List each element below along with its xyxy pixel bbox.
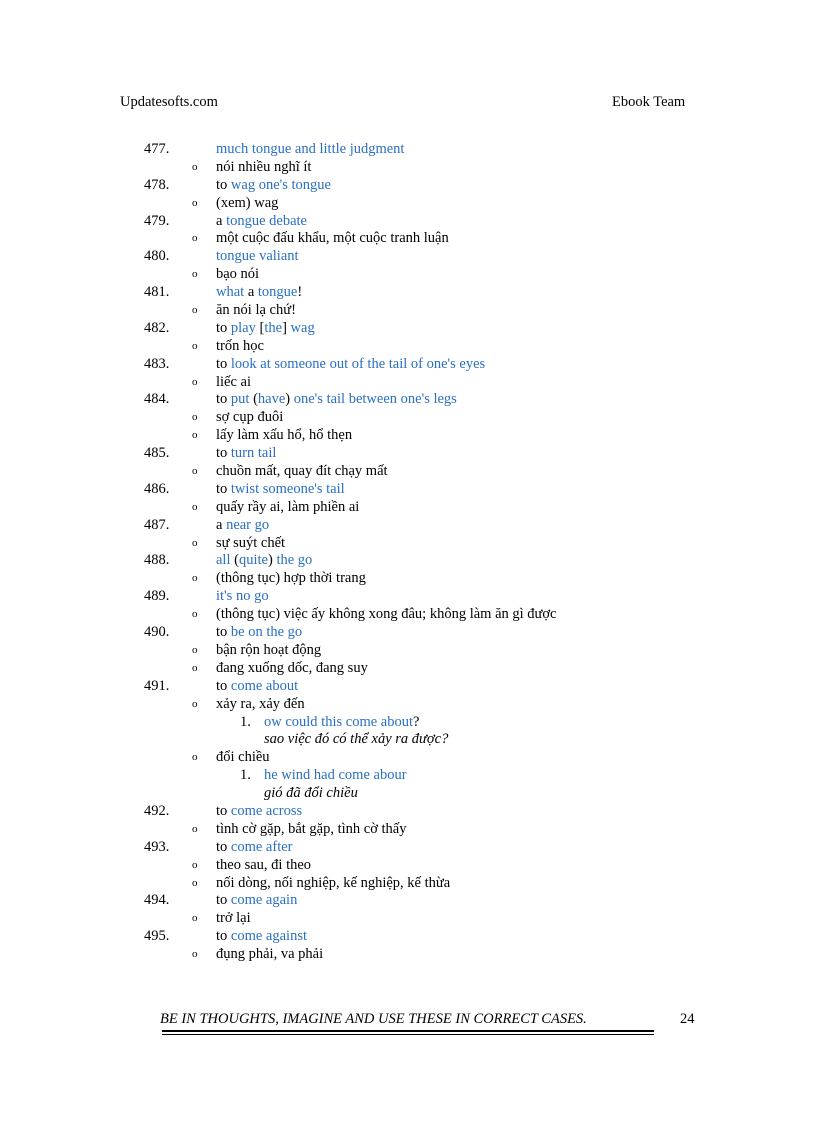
bullet-icon: o <box>192 912 198 925</box>
entry-number: 484. <box>144 391 170 408</box>
phrase-text: ( <box>249 391 258 408</box>
meaning-row <box>0 570 816 588</box>
phrase-link[interactable]: the <box>264 319 283 336</box>
phrase-link[interactable]: turn tail <box>230 445 277 462</box>
bullet-icon: o <box>192 661 198 674</box>
bullet-icon: o <box>192 858 198 871</box>
bullet-icon: o <box>192 304 198 317</box>
entry-row <box>0 517 816 535</box>
example-translation: gió đã đổi chiều <box>264 785 358 802</box>
phrase-link[interactable]: twist someone's tail <box>230 480 345 497</box>
entry-number: 490. <box>144 624 170 641</box>
entry-row <box>0 445 816 463</box>
entry-number: 486. <box>144 480 170 497</box>
meaning-row <box>0 606 816 624</box>
phrase-link[interactable]: he wind had come abour <box>264 767 407 784</box>
meaning-row <box>0 302 816 320</box>
bullet-icon: o <box>192 822 198 835</box>
entry-row <box>0 356 816 374</box>
entry-number: 485. <box>144 445 170 462</box>
meaning-text: nối dòng, nối nghiệp, kế nghiệp, kế thừa <box>216 874 451 891</box>
meaning-row <box>0 749 816 767</box>
phrase-link[interactable]: what <box>216 284 245 301</box>
phrase-link[interactable]: it's no go <box>216 588 269 605</box>
meaning-row <box>0 821 816 839</box>
phrase-text: ( <box>230 552 239 569</box>
meaning-text: chuồn mất, quay đít chạy mất <box>216 463 388 480</box>
example-translation: sao việc đó có thể xảy ra được? <box>264 731 449 748</box>
bullet-icon: o <box>192 429 198 442</box>
meaning-text: lấy làm xấu hổ, hổ thẹn <box>216 427 353 444</box>
phrase-text: to <box>216 319 231 336</box>
bullet-icon: o <box>192 536 198 549</box>
phrase-link[interactable]: wag one's tongue <box>230 176 331 193</box>
example-row <box>0 714 816 732</box>
bullet-icon: o <box>192 232 198 245</box>
entry-number: 477. <box>144 141 170 157</box>
phrase-text: to <box>216 802 231 819</box>
meaning-text: nói nhiều nghĩ ít <box>216 158 312 175</box>
entry-phrase <box>216 481 345 499</box>
meaning-row <box>0 857 816 875</box>
meaning-text: (thông tục) việc ấy không xong đâu; không làm ăn gì được <box>216 606 557 623</box>
entry-phrase <box>216 320 315 338</box>
phrase-link[interactable]: the go <box>276 552 313 569</box>
entry-phrase <box>216 445 276 463</box>
meaning-text: bạo nói <box>216 266 260 283</box>
entry-row <box>0 803 816 821</box>
phrase-link[interactable]: be on the go <box>230 624 303 641</box>
meaning-row <box>0 499 816 517</box>
phrase-link[interactable]: put <box>230 391 250 408</box>
phrase-link[interactable]: come after <box>230 838 293 855</box>
footer-rule <box>162 1030 654 1032</box>
meaning-text: đổi chiều <box>216 749 270 766</box>
entry-phrase <box>216 284 302 302</box>
entry-number: 478. <box>144 176 170 193</box>
translation-row <box>0 785 816 803</box>
phrase-link[interactable]: quite <box>238 552 268 569</box>
phrase-text: to <box>216 176 231 193</box>
entry-row <box>0 552 816 570</box>
meaning-text: sợ cụp đuôi <box>216 409 284 426</box>
page-number: 24 <box>680 1011 695 1027</box>
entry-phrase <box>216 624 302 642</box>
meaning-text: xảy ra, xảy đến <box>216 695 305 712</box>
footer-motto: BE IN THOUGHTS, IMAGINE AND USE THESE IN CORRECT CASES. <box>160 1011 587 1027</box>
meaning-row <box>0 427 816 445</box>
entry-phrase <box>216 517 269 535</box>
bullet-icon: o <box>192 876 198 889</box>
phrase-link[interactable]: come against <box>230 928 308 945</box>
phrase-link[interactable]: wag <box>290 319 315 336</box>
entry-phrase <box>216 552 312 570</box>
entry-number: 482. <box>144 319 170 336</box>
phrase-link[interactable]: come again <box>230 892 298 909</box>
meaning-text: quấy rầy ai, làm phiền ai <box>216 498 360 515</box>
phrase-text: to <box>216 928 231 945</box>
bullet-icon: o <box>192 411 198 424</box>
meaning-text: (thông tục) hợp thời trang <box>216 570 366 587</box>
phrase-text: ? <box>413 713 420 730</box>
phrase-text: to <box>216 445 231 462</box>
bullet-icon: o <box>192 697 198 710</box>
bullet-icon: o <box>192 751 198 764</box>
example-number: 1. <box>240 713 251 730</box>
phrase-text: [ <box>255 319 265 336</box>
entry-row <box>0 284 816 302</box>
entry-phrase <box>216 678 298 696</box>
bullet-icon: o <box>192 608 198 621</box>
entry-row <box>0 391 816 409</box>
bullet-icon: o <box>192 465 198 478</box>
meaning-row <box>0 266 816 284</box>
meaning-row <box>0 696 816 714</box>
entry-row <box>0 624 816 642</box>
bullet-icon: o <box>192 572 198 585</box>
entry-row <box>0 177 816 195</box>
entry-row <box>0 928 816 946</box>
phrase-link[interactable]: ow could this come about <box>264 713 414 730</box>
entry-phrase <box>216 391 457 409</box>
phrase-link[interactable]: tongue <box>257 284 298 301</box>
meaning-text: một cuộc đấu khẩu, một cuộc tranh luận <box>216 230 449 247</box>
entry-phrase <box>216 839 293 857</box>
entry-number: 480. <box>144 248 170 265</box>
phrase-text: to <box>216 624 231 641</box>
meaning-row <box>0 338 816 356</box>
entry-phrase <box>216 928 307 946</box>
example-number: 1. <box>240 767 251 784</box>
entry-phrase <box>216 803 302 821</box>
meaning-text: sự suýt chết <box>216 534 286 551</box>
bullet-icon: o <box>192 948 198 961</box>
entry-number: 488. <box>144 552 170 569</box>
bullet-icon: o <box>192 500 198 513</box>
entry-number: 495. <box>144 928 170 945</box>
entry-row <box>0 892 816 910</box>
phrase-link[interactable]: tongue debate <box>226 212 307 229</box>
phrase-text: a <box>244 284 258 301</box>
entry-row <box>0 678 816 696</box>
example-text <box>264 714 419 732</box>
phrase-text: a <box>216 212 227 229</box>
phrase-link[interactable]: tongue valiant <box>216 248 299 265</box>
entry-number: 491. <box>144 677 170 694</box>
entry-phrase <box>216 892 297 910</box>
phrase-link[interactable]: much tongue and little judgment <box>216 141 405 157</box>
entry-phrase <box>216 177 331 195</box>
meaning-row <box>0 910 816 928</box>
bullet-icon: o <box>192 643 198 656</box>
entry-number: 489. <box>144 588 170 605</box>
entry-phrase <box>216 141 404 159</box>
phrase-link[interactable]: one's tail between one's legs <box>293 391 457 408</box>
entry-number: 493. <box>144 838 170 855</box>
bullet-icon: o <box>192 196 198 209</box>
meaning-row <box>0 535 816 553</box>
phrase-text: to <box>216 480 231 497</box>
meaning-row <box>0 409 816 427</box>
bullet-icon: o <box>192 375 198 388</box>
example-text <box>264 767 407 785</box>
entry-row <box>0 588 816 606</box>
meaning-text: liếc ai <box>216 373 252 390</box>
meaning-row <box>0 159 816 177</box>
example-row <box>0 767 816 785</box>
meaning-text: theo sau, đi theo <box>216 856 312 873</box>
entry-phrase <box>216 213 307 231</box>
entry-phrase <box>216 588 269 606</box>
bullet-icon: o <box>192 268 198 281</box>
meaning-text: trốn học <box>216 337 264 354</box>
meaning-row <box>0 463 816 481</box>
entry-row <box>0 248 816 266</box>
entry-number: 481. <box>144 284 170 301</box>
entry-phrase <box>216 356 485 374</box>
meaning-text: (xem) wag <box>216 194 279 211</box>
entry-row <box>0 839 816 857</box>
meaning-text: ăn nói lạ chứ! <box>216 302 296 319</box>
header-site-name: Updatesofts.com <box>120 94 218 110</box>
phrase-text: ! <box>297 284 303 301</box>
footer-rule-thin <box>162 1034 654 1035</box>
phrase-link[interactable]: all <box>216 552 231 569</box>
meaning-row <box>0 642 816 660</box>
phrase-text: a <box>216 516 227 533</box>
meaning-row <box>0 230 816 248</box>
entry-row <box>0 320 816 338</box>
meaning-text: trở lại <box>216 910 251 927</box>
phrase-text: to <box>216 391 231 408</box>
phrase-text: to <box>216 355 231 372</box>
entry-number: 483. <box>144 355 170 372</box>
phrase-text: ) <box>285 391 294 408</box>
phrase-text: to <box>216 838 231 855</box>
entry-row <box>0 213 816 231</box>
entry-number: 479. <box>144 212 170 229</box>
meaning-row <box>0 875 816 893</box>
meaning-row <box>0 195 816 213</box>
meaning-text: bận rộn hoạt động <box>216 641 322 658</box>
entry-row <box>0 481 816 499</box>
phrase-link[interactable]: come across <box>230 802 303 819</box>
entry-phrase <box>216 248 299 266</box>
meaning-row <box>0 660 816 678</box>
entry-number: 487. <box>144 516 170 533</box>
bullet-icon: o <box>192 339 198 352</box>
phrase-text: to <box>216 892 231 909</box>
bullet-icon: o <box>192 160 198 173</box>
entry-number: 494. <box>144 892 170 909</box>
phrase-link[interactable]: look at someone out of the tail of one's eyes <box>230 355 486 372</box>
entry-list <box>0 141 816 964</box>
phrase-link[interactable]: come about <box>230 677 299 694</box>
phrase-text: ) <box>267 552 277 569</box>
phrase-text: to <box>216 677 231 694</box>
meaning-row <box>0 946 816 964</box>
meaning-row <box>0 374 816 392</box>
phrase-text: ] <box>282 319 291 336</box>
phrase-link[interactable]: have <box>257 391 286 408</box>
phrase-link[interactable]: play <box>230 319 256 336</box>
entry-number: 492. <box>144 802 170 819</box>
phrase-link[interactable]: near go <box>226 516 270 533</box>
meaning-text: đang xuống dốc, đang suy <box>216 659 368 676</box>
header-team-name: Ebook Team <box>612 94 686 110</box>
translation-row <box>0 731 816 749</box>
meaning-text: tình cờ gặp, bắt gặp, tình cờ thấy <box>216 820 407 837</box>
meaning-text: đụng phải, va phải <box>216 946 324 963</box>
entry-row <box>0 141 816 159</box>
